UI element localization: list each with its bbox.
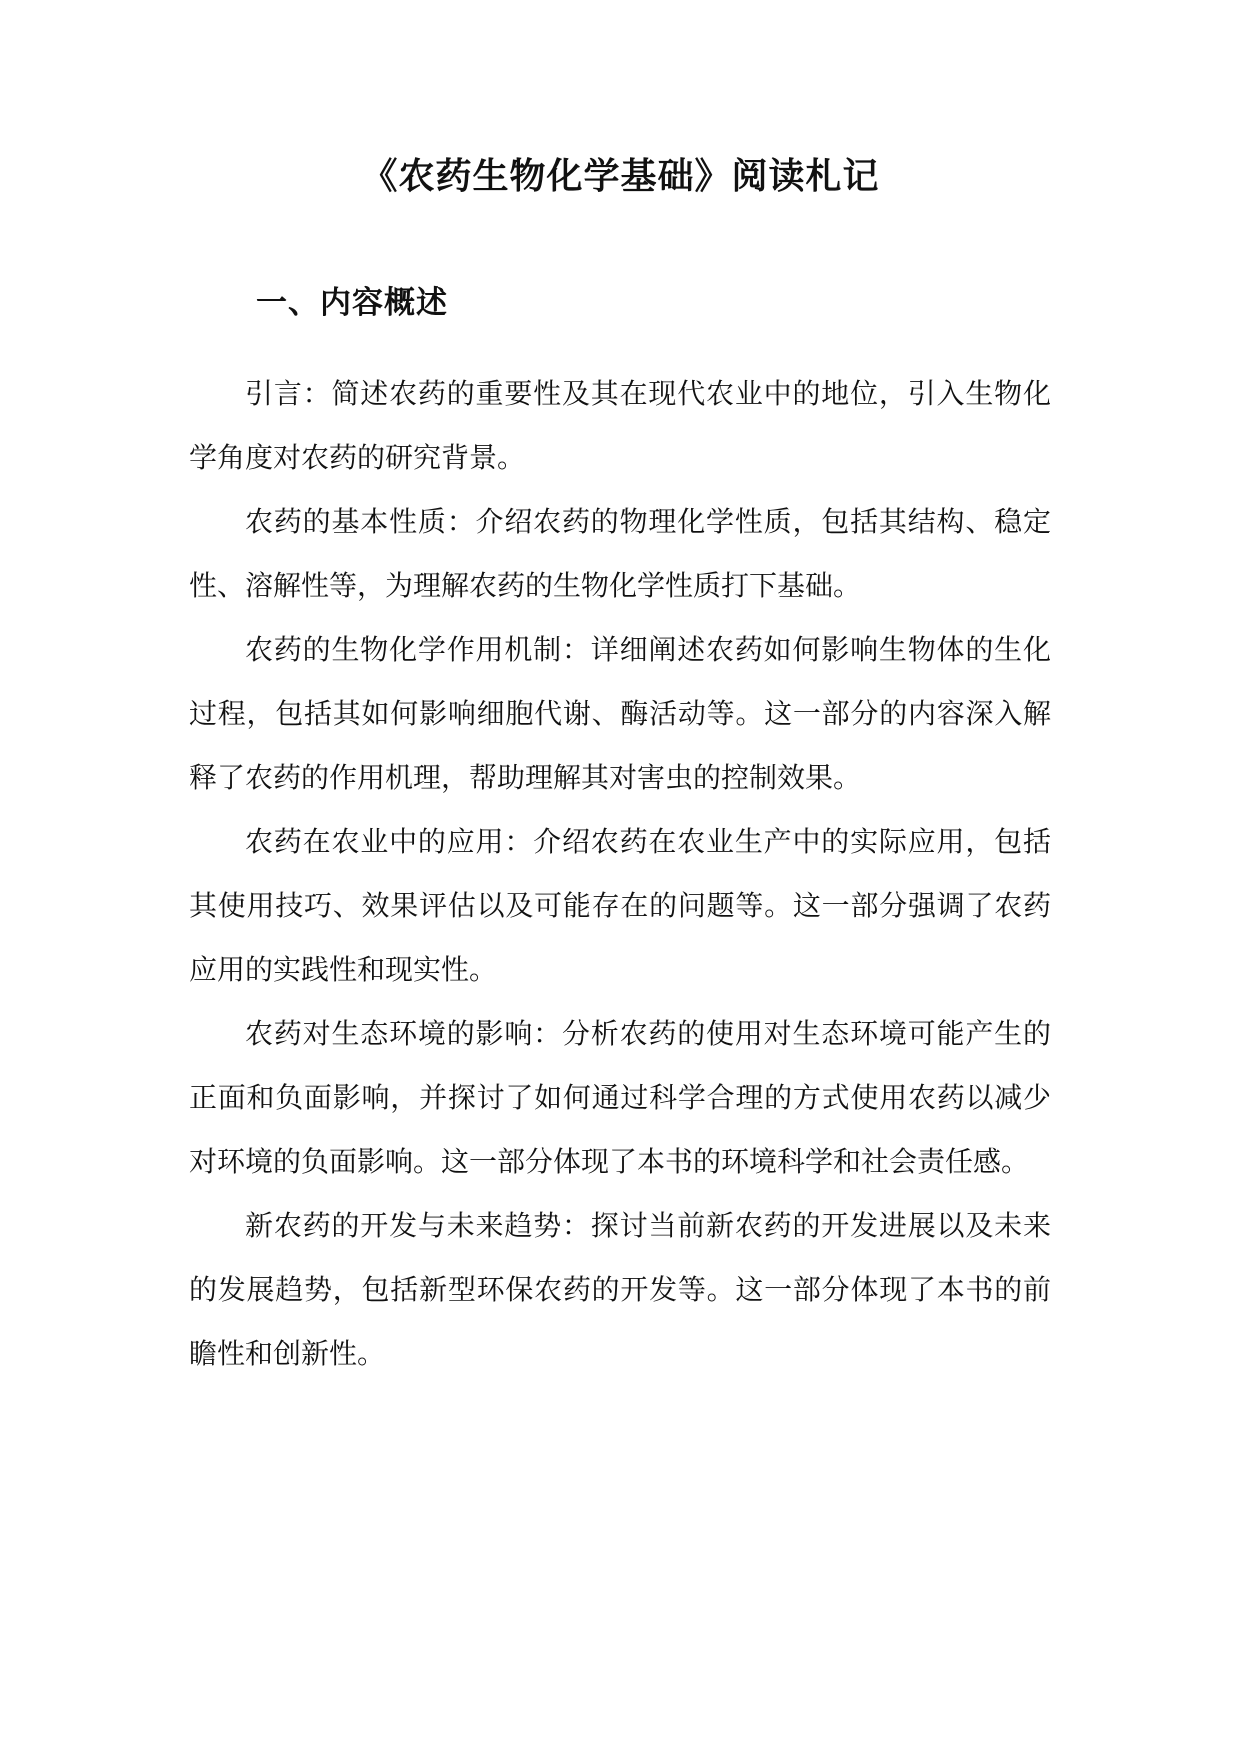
paragraph-introduction: 引言：简述农药的重要性及其在现代农业中的地位，引入生物化学角度对农药的研究背景。 — [189, 377, 1051, 474]
document-title: 《农药生物化学基础》阅读札记 — [361, 155, 880, 197]
section-heading: 一、内容概述 — [256, 285, 448, 321]
paragraph-environment: 农药对生态环境的影响：分析农药的使用对生态环境可能产生的正面和负面影响，并探讨了如何通过科学合理的方式使用农药以减少对环境的负面影响。这一部分体现了本书的环境科学和社会责任感。 — [189, 1017, 1051, 1178]
paragraph-future-trends: 新农药的开发与未来趋势：探讨当前新农药的开发进展以及未来的发展趋势，包括新型环保农药的开发等。这一部分体现了本书的前瞻性和创新性。 — [189, 1209, 1051, 1370]
paragraph-application: 农药在农业中的应用：介绍农药在农业生产中的实际应用，包括其使用技巧、效果评估以及可能存在的问题等。这一部分强调了农药应用的实践性和现实性。 — [189, 825, 1051, 986]
document-body — [189, 362, 1051, 1386]
paragraph-basic-properties: 农药的基本性质：介绍农药的物理化学性质，包括其结构、稳定性、溶解性等，为理解农药的生物化学性质打下基础。 — [189, 505, 1051, 602]
paragraph-mechanism: 农药的生物化学作用机制：详细阐述农药如何影响生物体的生化过程，包括其如何影响细胞代谢、酶活动等。这一部分的内容深入解释了农药的作用机理，帮助理解其对害虫的控制效果。 — [189, 633, 1051, 794]
